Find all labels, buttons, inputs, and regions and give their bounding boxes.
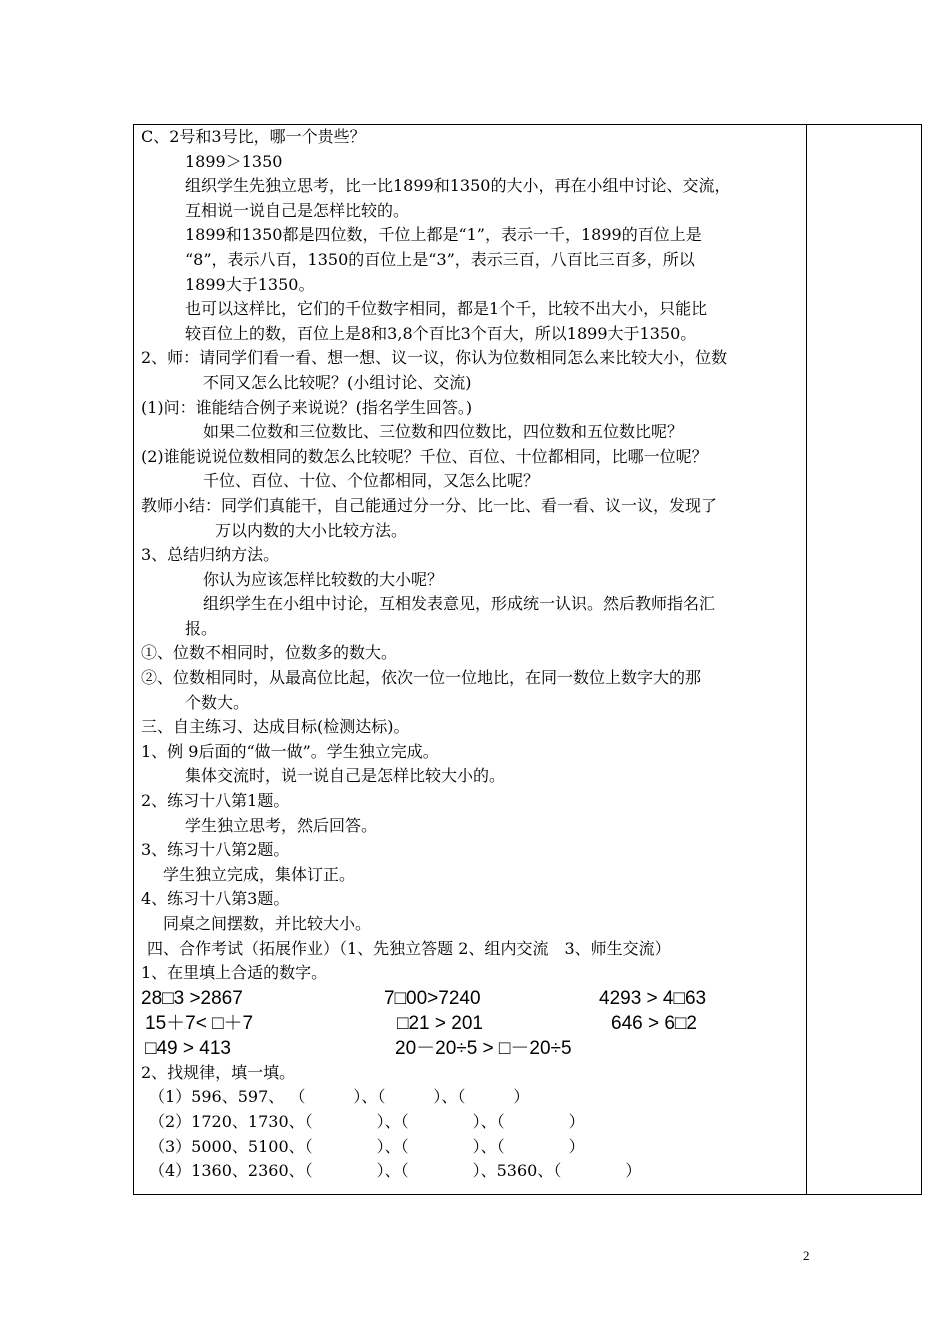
- exercise-item: 20－20÷5 > □－20÷5: [395, 1037, 572, 1059]
- text-line: 组织学生在小组中讨论，互相发表意见，形成统一认识。然后教师指名汇: [203, 594, 716, 614]
- text-line: 学生独立完成，集体订正。: [163, 864, 356, 884]
- section-title: 2、找规律，填一填。: [141, 1062, 296, 1082]
- exercise-item: □21 > 201: [397, 1012, 483, 1034]
- text-line: 也可以这样比，它们的千位数字相同，都是1个千，比较不出大小，只能比: [185, 299, 708, 319]
- exercise-row: [141, 1011, 801, 1036]
- exercise-item: 646 > 6□2: [611, 1012, 697, 1034]
- fill-blank-line: （4）1360、2360、（ ）、（ ）、5360、（ ）: [149, 1161, 642, 1181]
- exercise-item: 4293 > 4□63: [599, 987, 707, 1009]
- text-line: 集体交流时，说一说自己是怎样比较大小的。: [185, 766, 506, 786]
- text-line: 2、师：请同学们看一看、想一想、议一议，你认为位数相同怎么来比较大小，位数: [141, 348, 728, 368]
- text-line: 学生独立思考，然后回答。: [185, 815, 378, 835]
- exercise-item: □49 > 413: [145, 1037, 231, 1059]
- text-line: 互相说一说自己是怎样比较的。: [185, 200, 410, 220]
- text-line: 4、练习十八第3题。: [141, 889, 290, 909]
- text-line: ②、位数相同时，从最高位比起，依次一位一位地比，在同一数位上数字大的那: [141, 668, 702, 688]
- text-line: 1899大于1350。: [185, 274, 315, 294]
- text-line: 报。: [185, 618, 218, 638]
- text-line: 三、自主练习、达成目标(检测达标)。: [141, 717, 410, 737]
- text-line: 3、总结归纳方法。: [141, 545, 280, 565]
- text-line: 组织学生先独立思考，比一比1899和1350的大小，再在小组中讨论、交流，: [185, 176, 731, 196]
- text-line: 个数大。: [185, 692, 250, 712]
- text-line: C、2号和3号比，哪一个贵些？: [141, 127, 366, 146]
- fill-blank-line: （3）5000、5100、（ ）、（ ）、（ ）: [149, 1136, 585, 1156]
- text-line: “8”，表示八百，1350的百位上是“3”，表示三百，八百比三百多，所以: [185, 249, 695, 269]
- text-line: 2、练习十八第1题。: [141, 791, 290, 811]
- lesson-content: [141, 125, 801, 1184]
- table-column-divider: [806, 124, 807, 1195]
- text-line: 你认为应该怎样比较数的大小呢？: [203, 569, 444, 589]
- text-line: 1、例 9后面的“做一做”。学生独立完成。: [141, 741, 439, 761]
- text-line: ①、位数不相同时，位数多的数大。: [141, 643, 398, 663]
- text-line: 1899＞1350: [185, 151, 283, 171]
- text-line: 1、在里填上合适的数字。: [141, 963, 328, 983]
- text-line: 千位、百位、十位、个位都相同，又怎么比呢？: [203, 471, 540, 491]
- exercise-row: [141, 1036, 801, 1061]
- text-line: 较百位上的数，百位上是8和3,8个百比3个百大，所以1899大于1350。: [185, 323, 697, 343]
- page-number: 2: [803, 1248, 810, 1263]
- text-line: 万以内数的大小比较方法。: [215, 520, 408, 540]
- text-line: 不同又怎么比较呢？(小组讨论、交流): [203, 372, 472, 392]
- exercise-item: 28□3 >2867: [141, 987, 243, 1009]
- text-line: (2)谁能说说位数相同的数怎么比较呢？千位、百位、十位都相同，比哪一位呢？: [141, 446, 708, 466]
- text-line: 教师小结：同学们真能干，自己能通过分一分、比一比、看一看、议一议，发现了: [141, 495, 718, 515]
- exercise-item: 15＋7< □＋7: [145, 1012, 254, 1034]
- text-line: (1)问：谁能结合例子来说说？(指名学生回答。): [141, 397, 473, 417]
- text-line: 1899和1350都是四位数，千位上都是“1”，表示一千，1899的百位上是: [185, 225, 702, 245]
- exercise-row: [141, 986, 801, 1011]
- exercise-item: 7□00>7240: [384, 987, 481, 1009]
- text-line: 如果二位数和三位数比、三位数和四位数比，四位数和五位数比呢？: [203, 422, 684, 442]
- fill-blank-line: （1）596、597、 （ ）、（ ）、（ ）: [149, 1087, 530, 1107]
- text-line: 同桌之间摆数，并比较大小。: [163, 914, 372, 933]
- text-line: 3、练习十八第2题。: [141, 840, 290, 860]
- text-line: 四、合作考试（拓展作业）（1、先独立答题 2、组内交流 3、师生交流）: [147, 938, 671, 958]
- fill-blank-line: （2）1720、1730、（ ）、（ ）、（ ）: [149, 1111, 585, 1131]
